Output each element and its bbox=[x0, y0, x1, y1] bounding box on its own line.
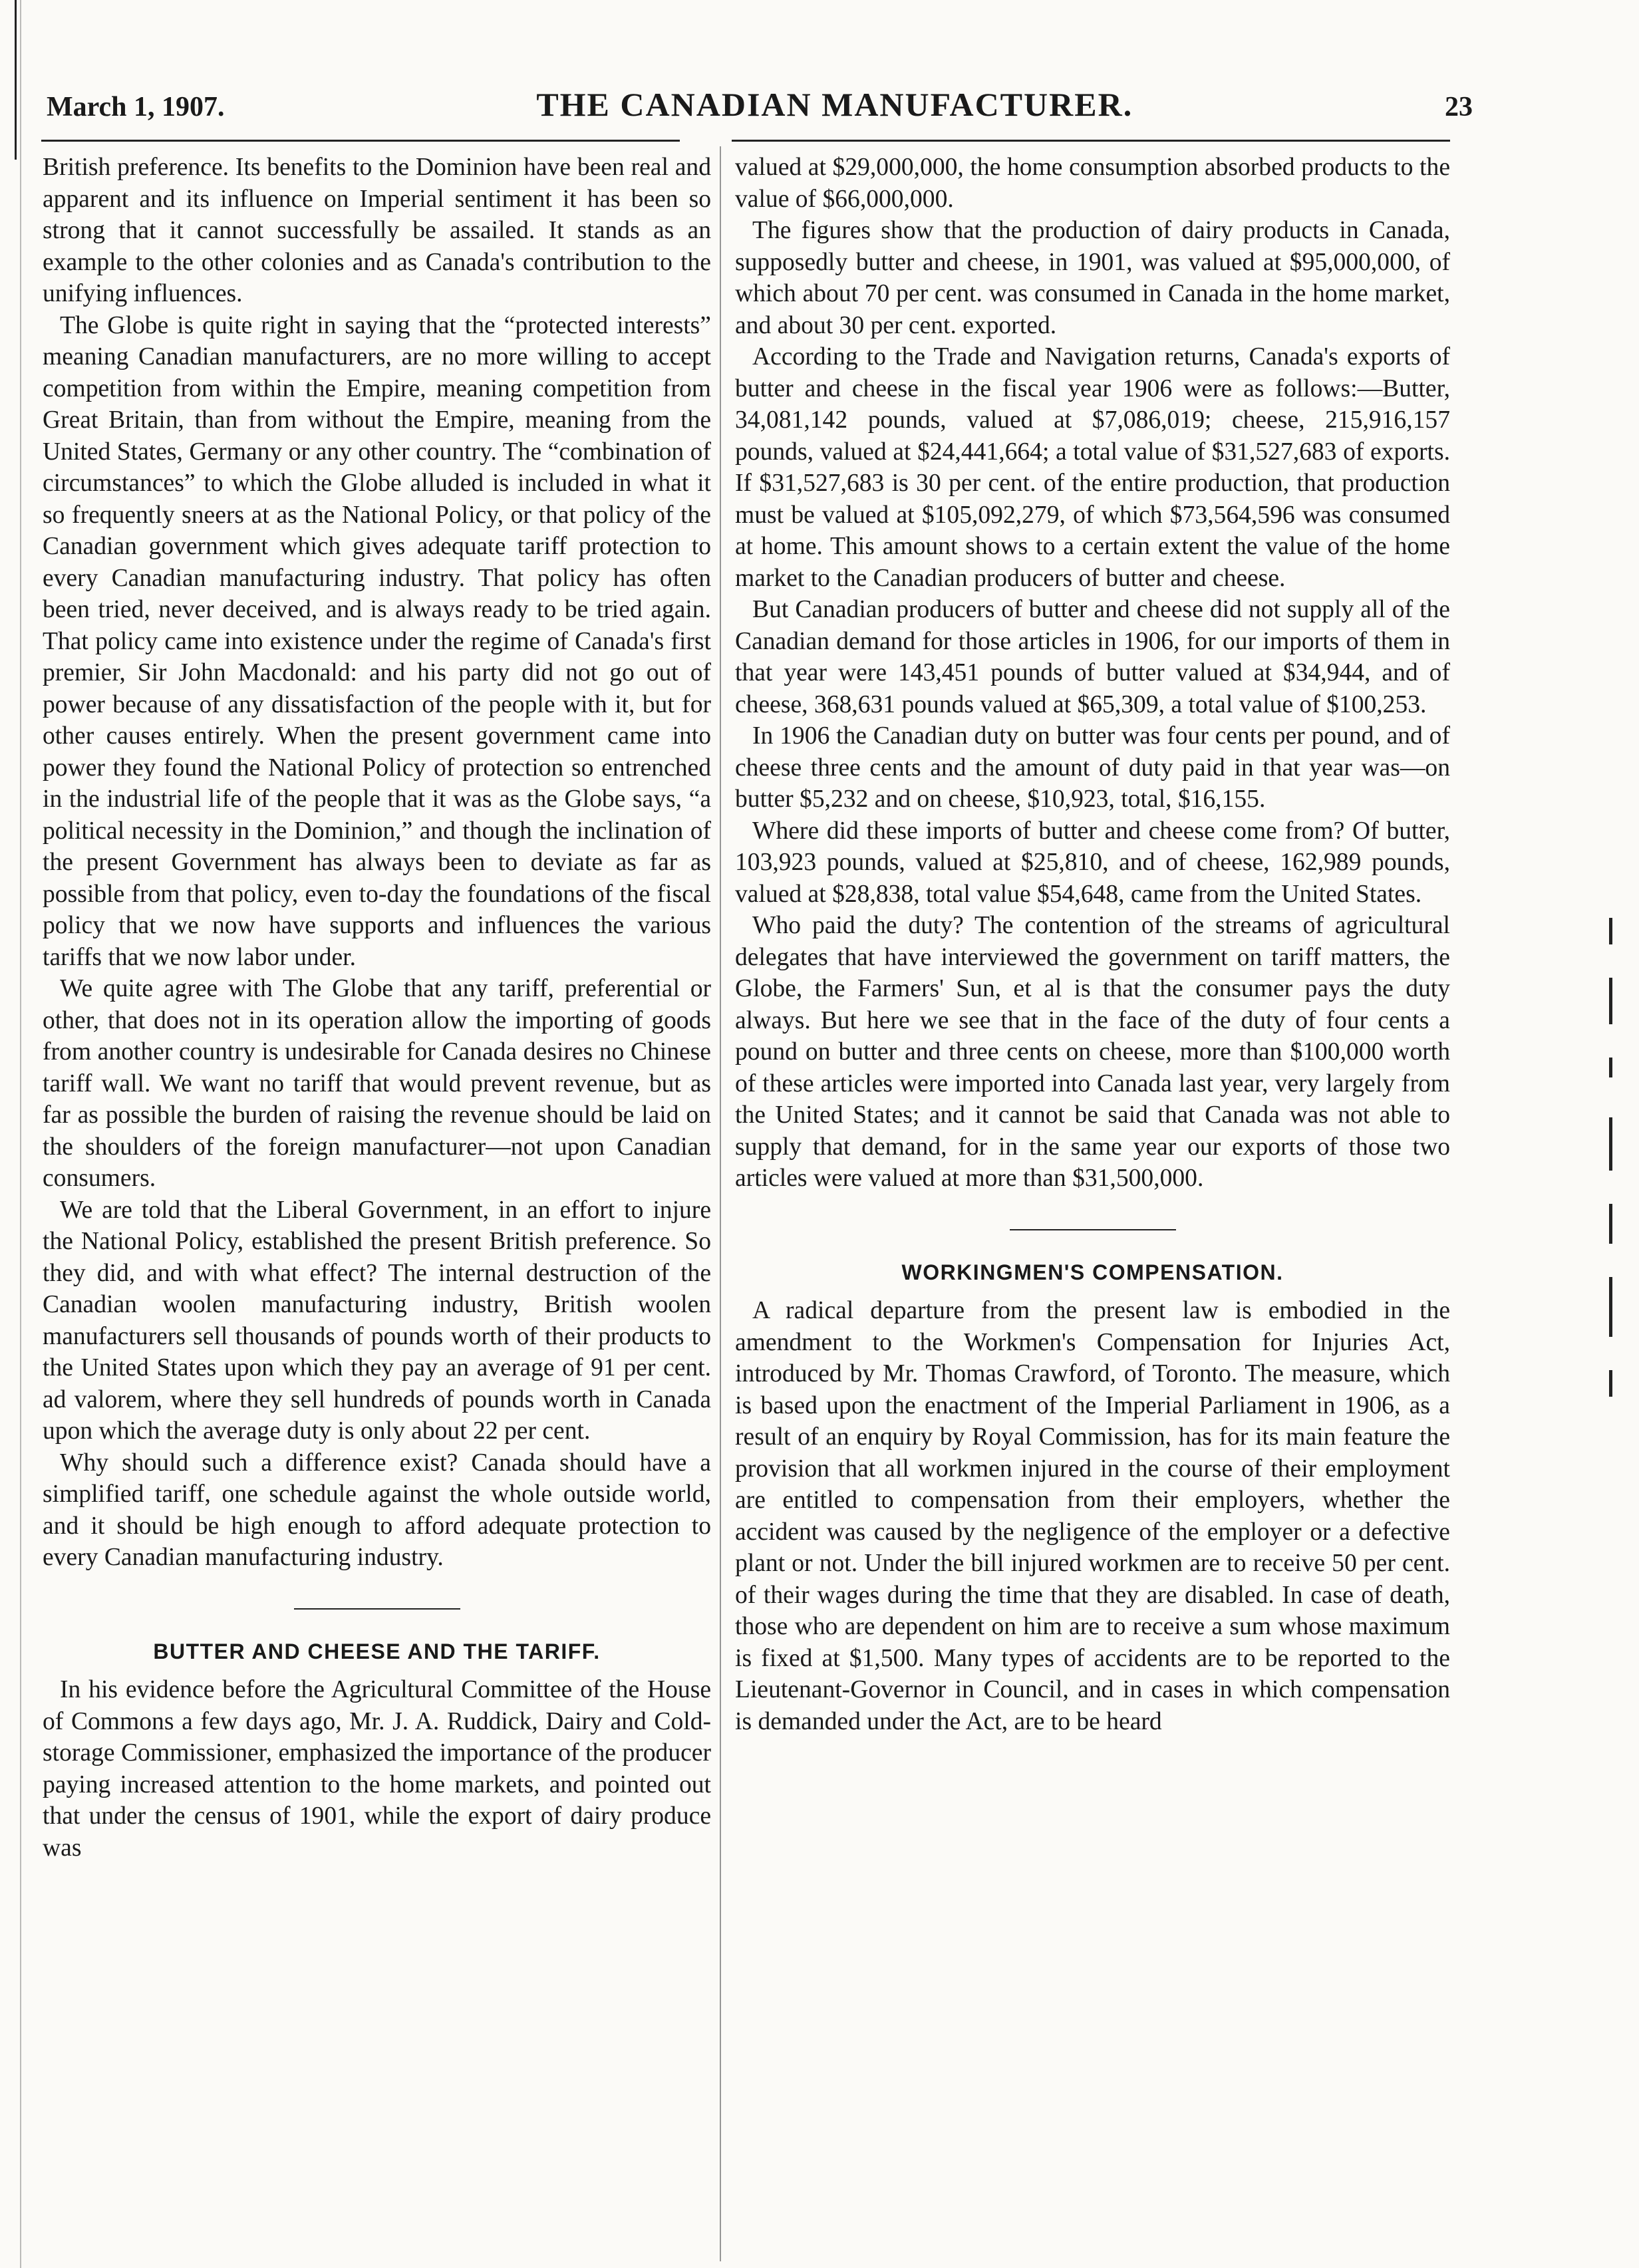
article-paragraph: Where did these imports of butter and cheese come from? Of butter, 103,923 pounds, valued at $25,810, and of cheese, 162,989 pounds, valued at $28,838, total value $54,648, came from the United States. bbox=[735, 817, 1450, 908]
article-paragraph: According to the Trade and Navigation returns, Canada's exports of butter and cheese in the fiscal year 1906 were as follows:—Butter, 34,081,142 pounds, valued at $7,086,019; cheese, 215,916,157 pounds, valued at $24,441,664; a total value of $31,527,683 of exports. If $31,527,683 is 30 per cent. of the entire production, that production must be valued at $105,092,279, of which $73,564,596 was consumed at home. This amount shows to a certain extent the value of the home market to the Canadian producers of butter and cheese. bbox=[735, 343, 1450, 592]
margin-mark bbox=[1609, 978, 1612, 1024]
margin-mark bbox=[1609, 918, 1612, 944]
page-number: 23 bbox=[1445, 92, 1473, 122]
article-paragraph: Why should such a difference exist? Canada should have a simplified tariff, one schedule against the whole outside world, and it should be high enough to afford adequate protection to every Canadian manufacturing industry. bbox=[43, 1449, 711, 1571]
page-header bbox=[47, 85, 1473, 132]
header-rule-left bbox=[41, 140, 680, 142]
header-rule-right bbox=[732, 140, 1450, 142]
margin-mark bbox=[1609, 1117, 1612, 1171]
article-paragraph: A radical departure from the present law is embodied in the amendment to the Workmen's Compensation for Injuries Act, introduced by Mr. Thomas Crawford, of Toronto. The measure, which is based upon the enactment of the Imperial Parliament in 1906, as a result of an enquiry by Royal Commission, has for its main feature the provision that all workmen injured in the course of their employment are entitled to compensation from their employers, whether the accident was caused by the negligence of the employer or a defective plant or not. Under the bill injured workmen are to receive 50 per cent. of their wages during the time that they are disabled. In case of death, those who are dependent on him are to receive a sum whose maximum is fixed at $1,500. Many types of accidents are to be reported to the Lieutenant-Governor in Council, and in cases in which compensation is demanded under the Act, are to be heard bbox=[735, 1297, 1450, 1735]
margin-mark bbox=[1609, 1370, 1612, 1397]
article-paragraph: The Globe is quite right in saying that the “protected interests” meaning Canadian manufacturers, are no more willing to accept competition from within the Empire, meaning competition from Great Britain, than from without the Empire, meaning from the United States, Germany or any other country. The “combination of circumstances” to which the Globe alluded is included in what it so frequently sneers at as the National Policy, or that policy of the Canadian government which gives adequate tariff protection to every Canadian manufacturing industry. That policy has often been tried, never deceived, and is always ready to be tried again. That policy came into existence under the regime of Canada's first premier, Sir John Macdonald: and his party did not go out of power because of any dissatisfaction of the people with it, but for other causes entirely. When the present government came into power they found the National Policy of protection so entrenched in the industrial life of the people that it was as the Globe says, “a political necessity in the Dominion,” and though the inclination of the present Government has always been to deviate as far as possible from that policy, even to-day the foundations of the fiscal policy that we now have supports and influences the various tariffs that we now labor under. bbox=[43, 311, 711, 971]
scan-edge-mark bbox=[15, 0, 17, 160]
margin-mark bbox=[1609, 1277, 1612, 1337]
section-separator bbox=[294, 1608, 460, 1610]
article-paragraph: But Canadian producers of butter and cheese did not supply all of the Canadian demand for those articles in 1906, for our imports of them in that year were 143,451 pounds of butter valued at $34,944, and of cheese, 368,631 pounds valued at $65,309, a total value of $100,253. bbox=[735, 596, 1450, 718]
publication-title: THE CANADIAN MANUFACTURER. bbox=[536, 86, 1133, 123]
column-divider bbox=[720, 146, 721, 2261]
margin-mark bbox=[1609, 1204, 1612, 1244]
margin-scan-marks bbox=[1606, 918, 1616, 1583]
article-paragraph: In his evidence before the Agricultural Committee of the House of Commons a few days ago, Mr. J. A. Ruddick, Dairy and Cold-storage Commissioner, emphasized the importance of the producer paying increased attention to the home markets, and pointed out that under the census of 1901, while the export of dairy produce was bbox=[43, 1676, 711, 1862]
section-heading-butter-cheese: BUTTER AND CHEESE AND THE TARIFF. bbox=[153, 1639, 601, 1663]
article-paragraph: Who paid the duty? The contention of the streams of agricultural delegates that have interviewed the government on tariff matters, the Globe, the Farmers' Sun, et al is that the consumer pays the duty always. But here we see that in the face of the duty of four cents a pound on butter and three cents on cheese, more than $100,000 worth of these articles were imported into Canada last year, very largely from the United States; and it cannot be said that Canada was not able to supply that demand, for in the same year our exports of those two articles were valued at more than $31,500,000. bbox=[735, 912, 1450, 1192]
margin-mark bbox=[1609, 1058, 1612, 1077]
article-paragraph: In 1906 the Canadian duty on butter was four cents per pound, and of cheese three cents and the amount of duty paid in that year was—on butter $5,232 and on cheese, $10,923, total, $16,155. bbox=[735, 722, 1450, 813]
section-separator bbox=[1010, 1229, 1176, 1230]
issue-date: March 1, 1907. bbox=[47, 92, 225, 122]
article-paragraph: We quite agree with The Globe that any tariff, preferential or other, that does not in its operation allow the importing of goods from another country is undesirable for Canada desires no Chinese tariff wall. We want no tariff that would prevent revenue, but as far as possible the burden of raising the revenue should be laid on the shoulders of the foreign manufacturer—not upon Canadian consumers. bbox=[43, 975, 711, 1192]
right-column bbox=[735, 152, 1450, 1737]
article-paragraph: valued at $29,000,000, the home consumption absorbed products to the value of $66,000,000. bbox=[735, 154, 1450, 213]
section-heading-workingmens-compensation: WORKINGMEN'S COMPENSATION. bbox=[901, 1260, 1284, 1284]
left-column bbox=[43, 152, 711, 1864]
article-paragraph: British preference. Its benefits to the Dominion have been real and apparent and its influence on Imperial sentiment it has been so strong that it cannot successfully be assailed. It stands as an example to the other colonies and as Canada's contribution to the unifying influences. bbox=[43, 154, 711, 307]
scan-edge-shadow bbox=[20, 0, 21, 2268]
article-paragraph: The figures show that the production of dairy products in Canada, supposedly butter and cheese, in 1901, was valued at $95,000,000, of which about 70 per cent. was consumed in Canada in the home market, and about 30 per cent. exported. bbox=[735, 217, 1450, 339]
article-paragraph: We are told that the Liberal Government, in an effort to injure the National Policy, established the present British preference. So they did, and with what effect? The internal destruction of the Canadian woolen manufacturing industry, British woolen manufacturers sell thousands of pounds worth of their products to the United States upon which they pay an average of 91 per cent. ad valorem, where they sell hundreds of pounds worth in Canada upon which the average duty is only about 22 per cent. bbox=[43, 1196, 711, 1445]
